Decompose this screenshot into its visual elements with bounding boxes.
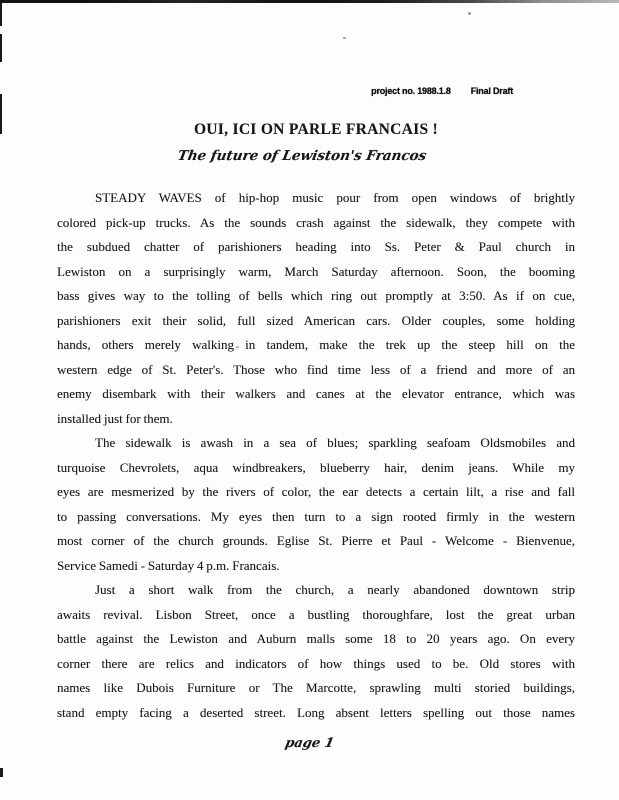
text-line: awaits revival. Lisbon Street, once a bustling thoroughfare, lost the great urban (57, 606, 575, 622)
text-line: Service Samedi - Saturday 4 p.m. Francais. (57, 557, 280, 573)
text-line: STEADY WAVES of hip-hop music pour from open windows of brightly (95, 190, 575, 205)
text-line: eyes are mesmerized by the rivers of color, the ear detects a certain lilt, a rise and fall (57, 484, 575, 499)
scan-artifact-left-edge (0, 2, 2, 26)
text-line: to passing conversations. My eyes then turn to a sign rooted firmly in the western (57, 508, 575, 524)
document-content (57, 0, 575, 725)
document-title: OUI, ICI ON PARLE FRANCAIS ! (193, 121, 439, 138)
text-line: parishioners exit their solid, full sized American cars. Older couples, some holding (57, 312, 575, 328)
text-line: enemy disembark with their walkers and canes at the elevator entrance, which was (57, 386, 575, 401)
text-line: stand empty facing a deserted street. Long absent letters spelling out those names (57, 704, 575, 720)
scan-artifact-left-edge (0, 768, 3, 777)
text-line: names like Dubois Furniture or The Marcotte, sprawling multi storied buildings, (57, 680, 575, 695)
text-line: Lewiston on a surprisingly warm, March Saturday afternoon. Soon, the booming (57, 263, 575, 279)
text-line: most corner of the church grounds. Eglise St. Pierre et Paul - Welcome - Bienvenue, (57, 533, 575, 548)
text-line: The sidewalk is awash in a sea of blues; sparkling seafoam Oldsmobiles and (95, 435, 575, 450)
scan-artifact-left-edge (0, 94, 2, 134)
document-body (57, 186, 575, 725)
text-line: installed just for them. (57, 410, 173, 426)
project-number-label: project no. 1988.1.8 (371, 86, 451, 96)
scan-artifact-left-edge (0, 34, 2, 62)
page-number: page 1 (283, 736, 336, 751)
text-line: hands, others merely walking in tandem, make the trek up the steep hill on the (57, 337, 575, 352)
text-line: western edge of St. Peter's. Those who find time less of a friend and more of an (57, 361, 575, 377)
text-line: battle against the Lewiston and Auburn malls some 18 to 20 years ago. On every (57, 631, 575, 646)
text-line: colored pick-up trucks. As the sounds crash against the sidewalk, they compete with (57, 214, 575, 230)
draft-status-label: Final Draft (470, 86, 513, 96)
text-line: corner there are relics and indicators of how things used to be. Old stores with (57, 655, 575, 671)
text-line: turquoise Chevrolets, aqua windbreakers, blueberry hair, denim jeans. While my (57, 459, 575, 475)
text-line: the subdued chatter of parishioners heading into Ss. Peter & Paul church in (57, 239, 575, 254)
text-line: Just a short walk from the church, a nearly abandoned downtown strip (95, 582, 575, 597)
document-subtitle: The future of Lewiston's Francos (176, 148, 428, 164)
text-line: bass gives way to the tolling of bells which ring out promptly at 3:50. As if on cue, (57, 288, 575, 303)
